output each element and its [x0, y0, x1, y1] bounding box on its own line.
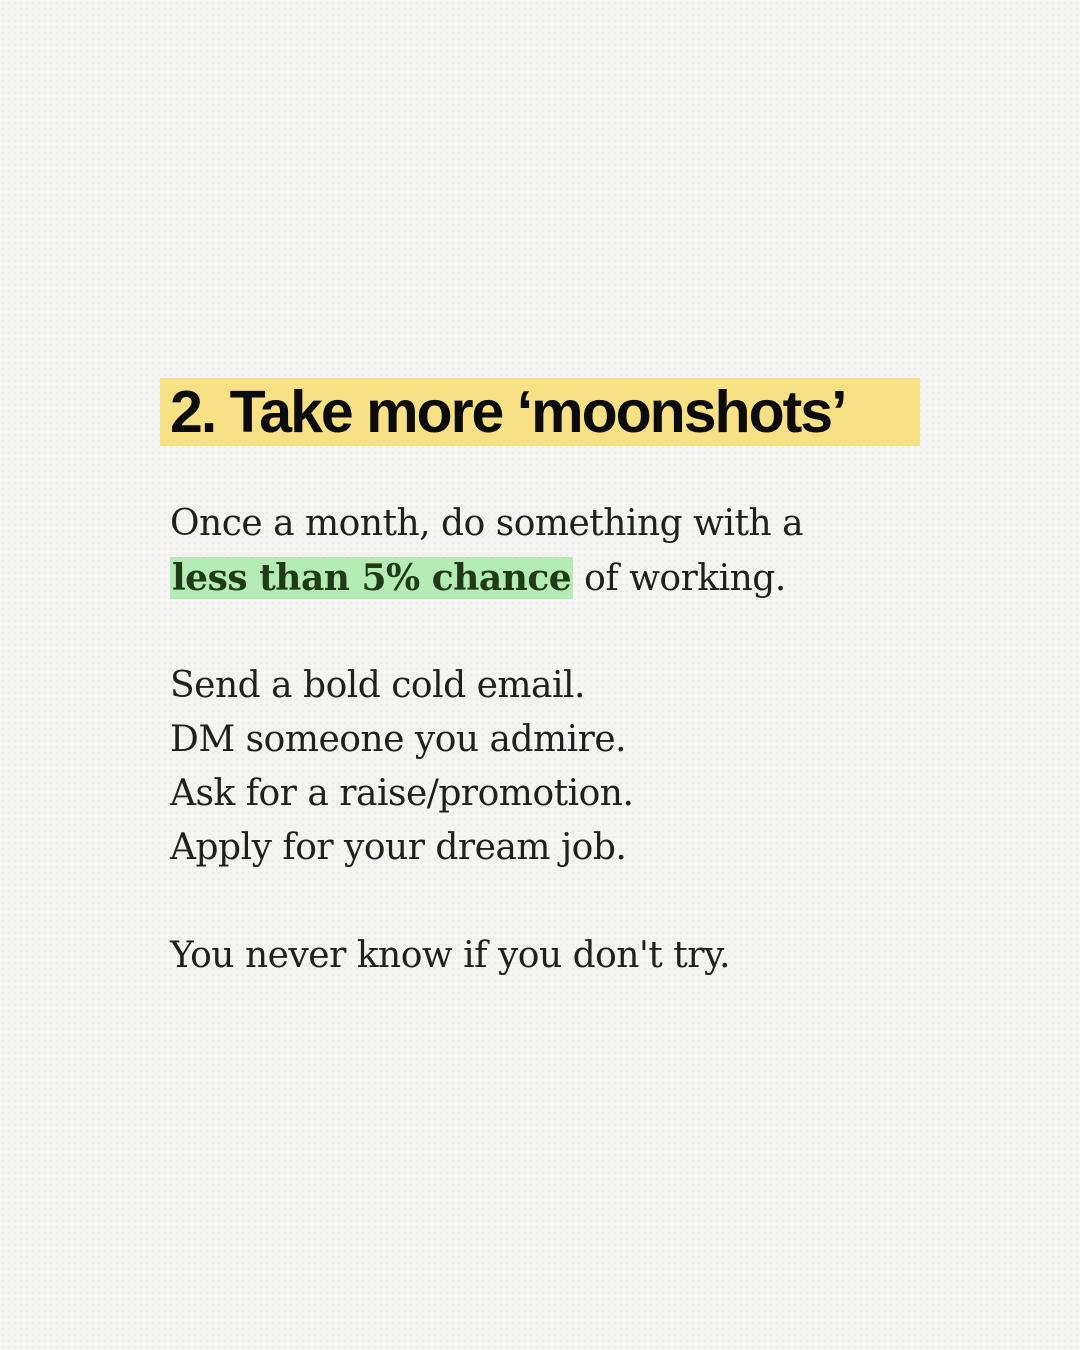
example-item: Ask for a raise/promotion. [170, 773, 634, 814]
example-item: DM someone you admire. [170, 719, 627, 760]
closing-line: You never know if you don't try. [170, 935, 730, 976]
examples-list [170, 659, 970, 875]
highlighted-phrase: less than 5% chance [172, 557, 572, 599]
example-item: Send a bold cold email. [170, 665, 585, 706]
example-item: Apply for your dream job. [170, 827, 627, 868]
closing-paragraph [170, 929, 970, 983]
intro-line-1: Once a month, do something with a [170, 503, 804, 544]
intro-line-2-rest: of working. [573, 558, 786, 599]
intro-line-2 [170, 551, 970, 605]
intro-paragraph [170, 497, 970, 605]
heading-highlight [160, 378, 920, 446]
heading: 2. Take more ‘moonshots’ [170, 379, 846, 445]
